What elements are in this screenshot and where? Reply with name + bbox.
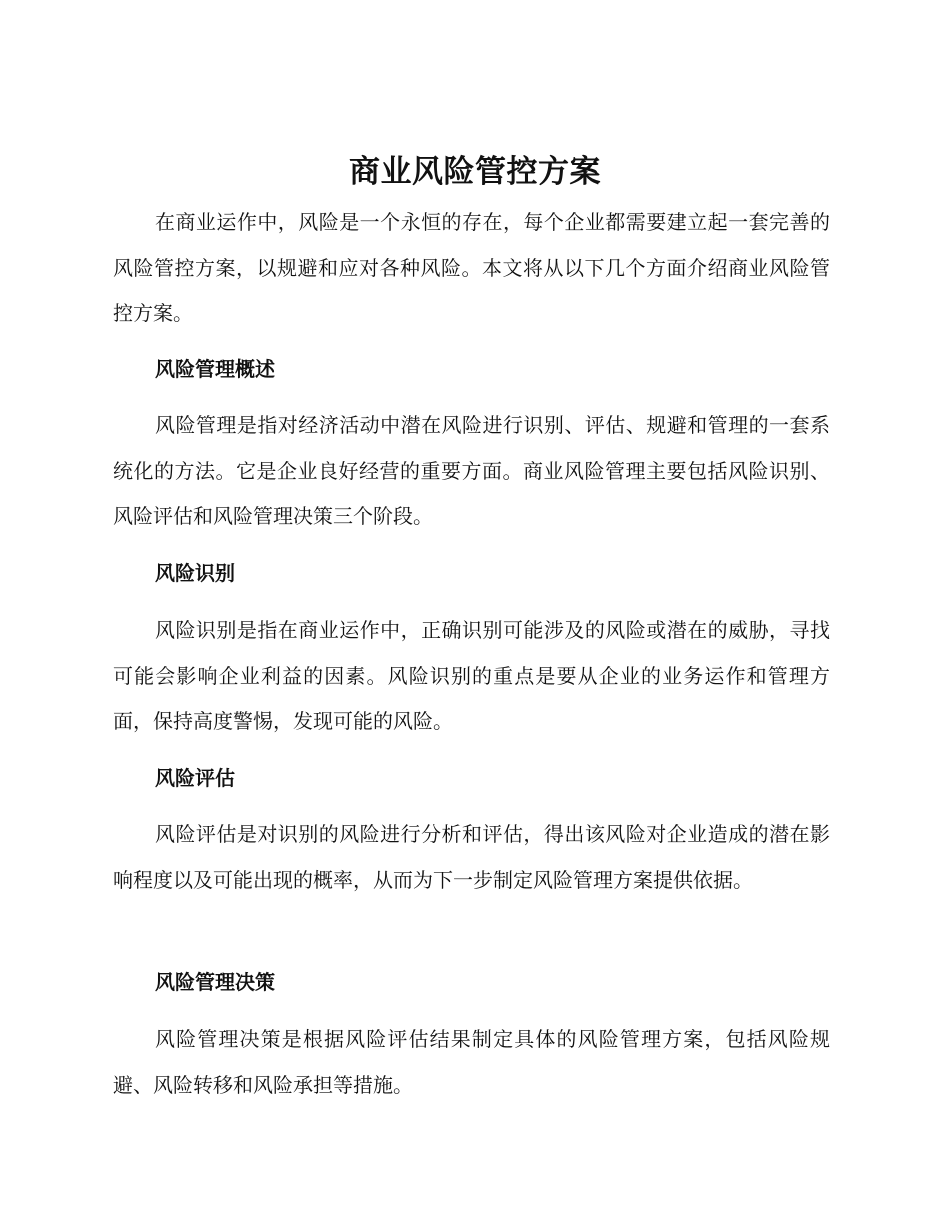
section-body-overview: 风险管理是指对经济活动中潜在风险进行识别、评估、规避和管理的一套系统化的方法。它是企业良好经营的重要方面。商业风险管理主要包括风险识别、风险评估和风险管理决策三个阶段。	[113, 413, 830, 528]
section-heading-overview: 风险管理概述	[155, 357, 275, 381]
section-body-identification: 风险识别是指在商业运作中，正确识别可能涉及的风险或潜在的威胁，寻找可能会影响企业利益的因素。风险识别的重点是要从企业的业务运作和管理方面，保持高度警惕，发现可能的风险。	[113, 618, 830, 733]
section-body-assessment: 风险评估是对识别的风险进行分析和评估，得出该风险对企业造成的潜在影响程度以及可能出现的概率，从而为下一步制定风险管理方案提供依据。	[113, 822, 830, 892]
section-heading-assessment: 风险评估	[155, 766, 235, 790]
section-body-decision: 风险管理决策是根据风险评估结果制定具体的风险管理方案，包括风险规避、风险转移和风险承担等措施。	[113, 1027, 830, 1097]
intro-paragraph: 在商业运作中，风险是一个永恒的存在，每个企业都需要建立起一套完善的风险管控方案，以规避和应对各种风险。本文将从以下几个方面介绍商业风险管控方案。	[113, 210, 830, 325]
section-heading-decision: 风险管理决策	[155, 970, 275, 994]
document-title: 商业风险管控方案	[349, 154, 601, 190]
section-heading-identification: 风险识别	[155, 561, 235, 585]
